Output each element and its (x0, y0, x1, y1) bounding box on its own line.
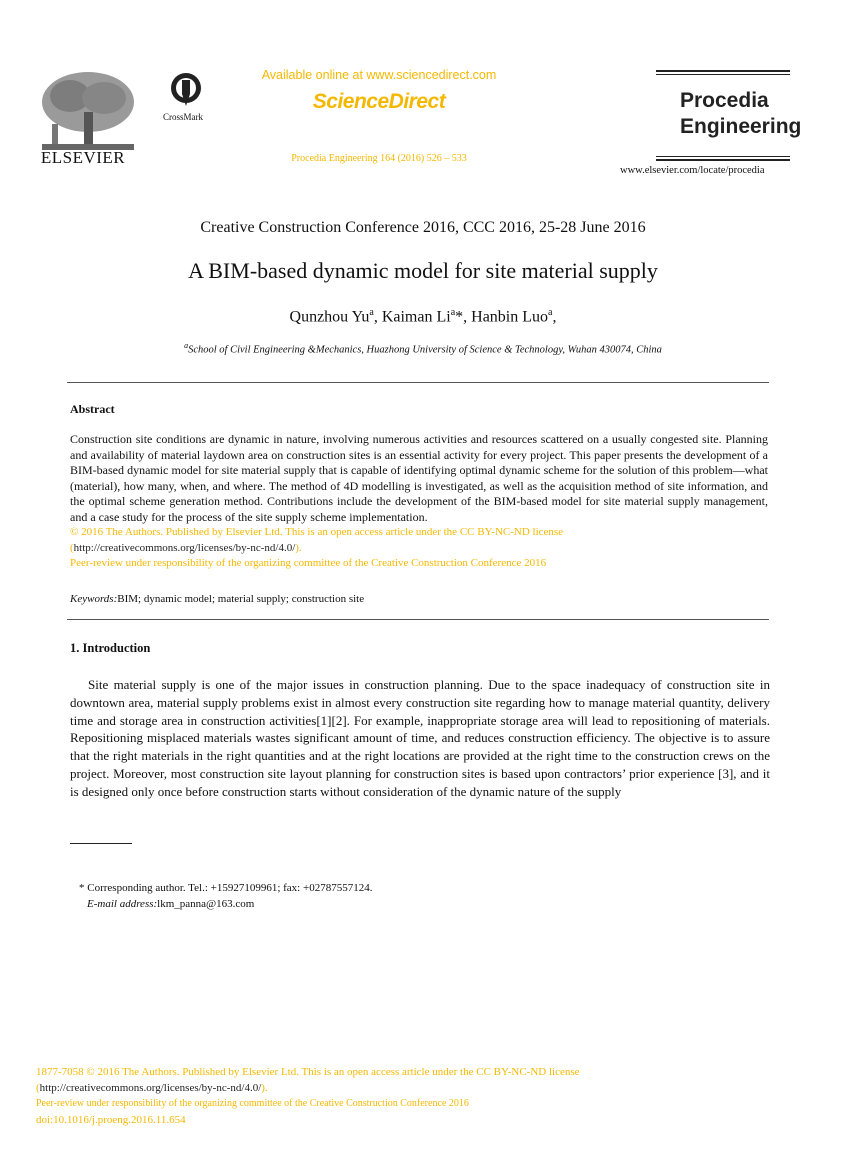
divider (67, 382, 769, 383)
author-list (60, 307, 786, 326)
doi[interactable]: doi:10.1016/j.proeng.2016.11.654 (36, 1114, 186, 1126)
abstract-body (70, 432, 768, 572)
paren: ). (295, 541, 302, 554)
author-sep: , (373, 308, 382, 326)
publisher-name: ELSEVIER (40, 148, 126, 167)
author-name: Kaiman Li (381, 308, 451, 326)
license-link[interactable]: http://creativecommons.org/licenses/by-nc-nd/4.0/ (73, 541, 296, 554)
affiliation (60, 341, 786, 356)
author-sep: *, (455, 308, 472, 326)
keywords (70, 593, 364, 605)
copyright-line: © 2016 The Authors. Published by Elsevier Ltd. This is an open access article under the CC BY-NC-ND license (70, 526, 564, 538)
author-sep: , (552, 308, 557, 326)
email-value[interactable]: lkm_panna@163.com (157, 898, 255, 910)
procedia-line-1: Procedia (680, 89, 769, 112)
paren: ( (70, 541, 74, 554)
keywords-value: BIM; dynamic model; material supply; construction site (117, 593, 365, 605)
author-sup: a (369, 307, 374, 318)
author-name: Qunzhou Yu (289, 308, 370, 326)
keywords-label: Keywords: (70, 593, 118, 605)
footer-license-line (36, 1082, 268, 1094)
abstract-text: Construction site conditions are dynamic in nature, involving numerous activities and resources scattered on a usually congested site. Planning and availability of material laydown area on construction sites is an essential activity for every project. This paper presents the development of a BIM-based dynamic model for site material supply that is capable of identifying optimal dynamic scheme for the solution of this problem—what (material), how many, when, and where. The method of 4D modelling is investigated, as well as the acquisition method of site information, and the optimal scheme generation method. Contributions include the development of the BIM-based model for site material supply management, and a case study for the process of the site supply scheme implementation. (70, 432, 768, 524)
author-name: Hanbin Luo (471, 308, 549, 326)
issn-line: 1877-7058 © 2016 The Authors. Published by Elsevier Ltd. This is an open access article under the CC BY-NC-ND license (36, 1066, 580, 1078)
footnote-divider (70, 843, 132, 844)
author-sup: a (450, 307, 456, 318)
procedia-engineering-logo (656, 70, 802, 160)
sciencedirect-logo[interactable]: ScienceDirect (312, 90, 446, 113)
author-sup: a (548, 307, 553, 318)
journal-reference: Procedia Engineering 164 (2016) 526 – 533 (291, 153, 467, 164)
paper-title: A BIM-based dynamic model for site material supply (188, 258, 658, 283)
affiliation-sup: a (184, 341, 189, 350)
corresponding-author: * Corresponding author. Tel.: +15927109961; fax: +02787557124. (79, 882, 373, 894)
email-label: E-mail address: (87, 898, 158, 910)
crossmark-icon[interactable] (170, 72, 202, 108)
crossmark-label: CrossMark (163, 112, 203, 122)
conference-line: Creative Construction Conference 2016, CCC 2016, 25-28 June 2016 (200, 219, 646, 236)
divider (67, 619, 769, 620)
elsevier-tree-logo (38, 68, 138, 154)
footer-license-link[interactable]: http://creativecommons.org/licenses/by-nc-nd/4.0/ (39, 1082, 262, 1094)
procedia-line-2: Engineering (680, 115, 802, 138)
affiliation-text: School of Civil Engineering &Mechanics, Huazhong University of Science & Technology, Wuhan 430074, China (188, 344, 662, 356)
license-line (70, 541, 768, 557)
paren: ( (36, 1082, 40, 1094)
available-online-link[interactable]: Available online at www.sciencedirect.com (261, 68, 497, 82)
abstract-heading: Abstract (70, 402, 115, 416)
peer-review-line: Peer-review under responsibility of the organizing committee of the Creative Construction Conference 2016 (70, 557, 547, 569)
email-line (87, 898, 254, 910)
footer-peer-review: Peer-review under responsibility of the organizing committee of the Creative Construction Conference 2016 (36, 1098, 469, 1109)
procedia-url[interactable]: www.elsevier.com/locate/procedia (620, 165, 765, 176)
section-heading: 1. Introduction (70, 641, 151, 655)
introduction-text: Site material supply is one of the major issues in construction planning. Due to the space inadequacy of construction site in downtown area, material supply problems exist in almost every construction site regarding how to manage material quantity, delivery time and storage area in construction activities[1][2]. For example, inappropriate storage area will lead to repositioning of materials. Repositioning misplaced materials wastes significant amount of time, and reduces construction efficiency. The objective is to assure that the right materials in the right quantities and at the right locations are provided at the right time to the construction crews on the project. Moreover, most construction site layout planning for construction sites is based upon contractors’ prior experience [3], and it is designed only once before construction starts without consideration of the dynamic nature of the supply (70, 677, 770, 799)
paren: ). (261, 1082, 268, 1094)
